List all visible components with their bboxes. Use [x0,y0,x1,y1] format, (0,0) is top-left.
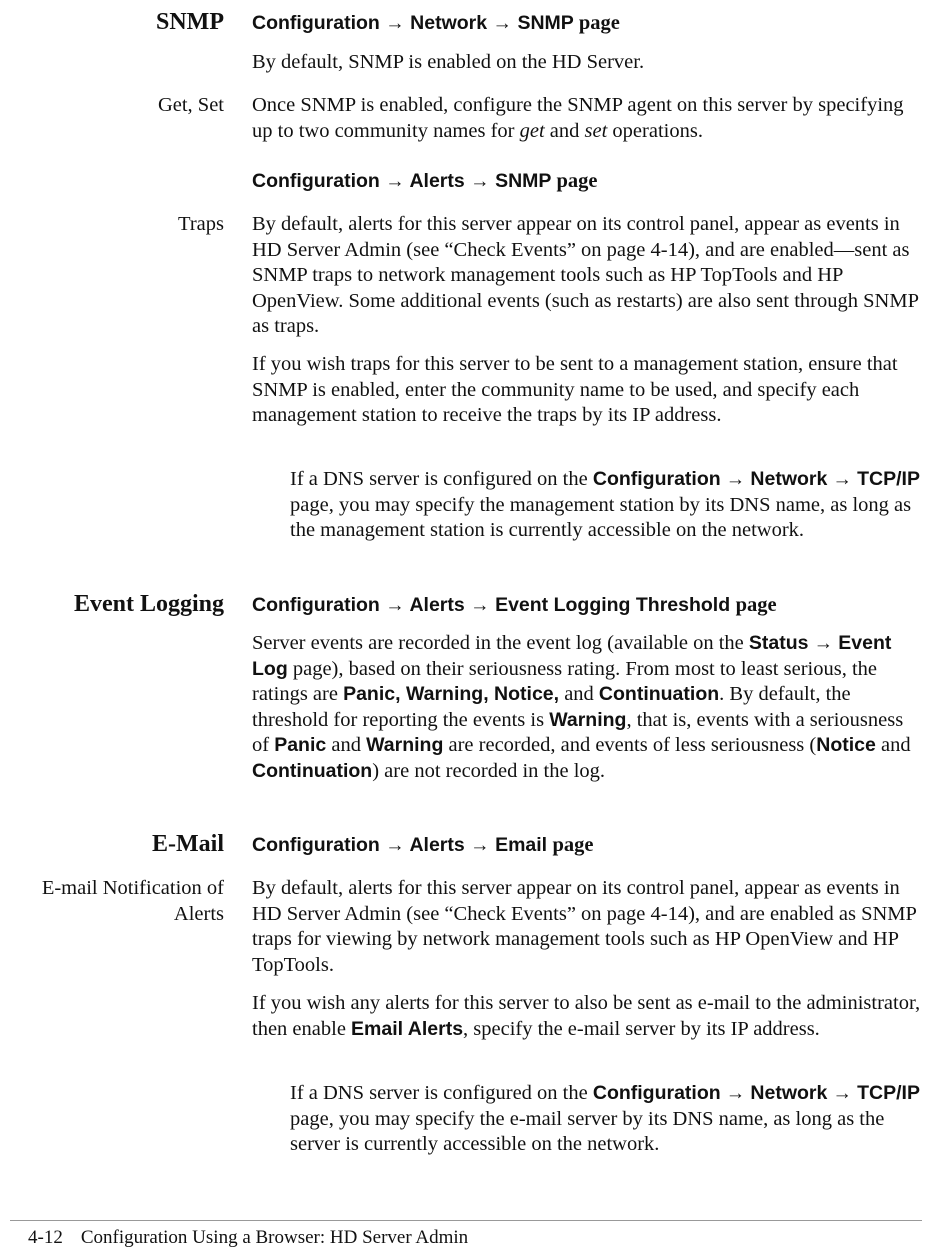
email-alerts-text: If you wish any alerts for this server to also be sent as e-mail to the administrator, then enable Email Alerts, specify the e-mail server by its IP address. [252,992,921,1040]
chapter-title: Configuration Using a Browser: HD Server Admin [80,1227,469,1248]
traps-label: Traps [178,213,224,235]
snmp-dns-note: If a DNS server is configured on the Configuration → Network → TCP/IP page, you may specify the management station by its DNS name, as long as the management station is currently accessible on the network. [290,468,920,541]
snmp-default-text: By default, SNMP is enabled on the HD Server. [252,51,645,73]
page-footer [28,1225,468,1251]
email-heading: E-Mail [152,831,224,857]
email-notification-label: E-mail Notification of Alerts [41,877,224,925]
email-path: Configuration → Alerts → Email page [252,834,594,856]
event-logging-heading: Event Logging [73,591,224,617]
event-logging-path: Configuration → Alerts → Event Logging Threshold page [252,594,777,616]
traps-station-text: If you wish traps for this server to be sent to a management station, ensure that SNMP is enabled, enter the community name to be used, and specify each management station to receive the traps by its IP address. [252,353,898,426]
getset-text: Once SNMP is enabled, configure the SNMP agent on this server by specifying up to two community names for get and set operations. [252,94,904,142]
page-number: 4-12 [28,1227,63,1248]
getset-label: Get, Set [157,94,224,116]
snmp-heading: SNMP [156,9,224,35]
footer-rule [10,1220,922,1221]
event-logging-text: Server events are recorded in the event log (available on the Status → Event Log page), based on their seriousness rating. From most to least serious, the ratings are Panic, Warning, Notice, and Continuation. By default, the threshold for reporting the events is Warning, that is, events with a seriousness of Panic and Warning are recorded, and events of less seriousness (Notice and Continuation) are not recorded in the log. [252,632,911,782]
email-dns-note: If a DNS server is configured on the Configuration → Network → TCP/IP page, you may specify the e-mail server by its DNS name, as long as the server is currently accessible on the network. [290,1082,920,1155]
snmp-network-path: Configuration → Network → SNMP page [252,12,620,34]
snmp-alerts-path: Configuration → Alerts → SNMP page [252,170,598,192]
traps-text: By default, alerts for this server appear on its control panel, appear as events in HD Server Admin (see “Check Events” on page 4-14), and are enabled—sent as SNMP traps to network management tools such as HP TopTools and HP OpenView. Some additional events (such as restarts) are also sent through SNMP as traps. [252,213,919,337]
email-default-text: By default, alerts for this server appear on its control panel, appear as events in HD Server Admin (see “Check Events” on page 4-14), and are enabled as SNMP traps for viewing by network management tools such as HP OpenView and HP TopTools. [252,877,917,976]
